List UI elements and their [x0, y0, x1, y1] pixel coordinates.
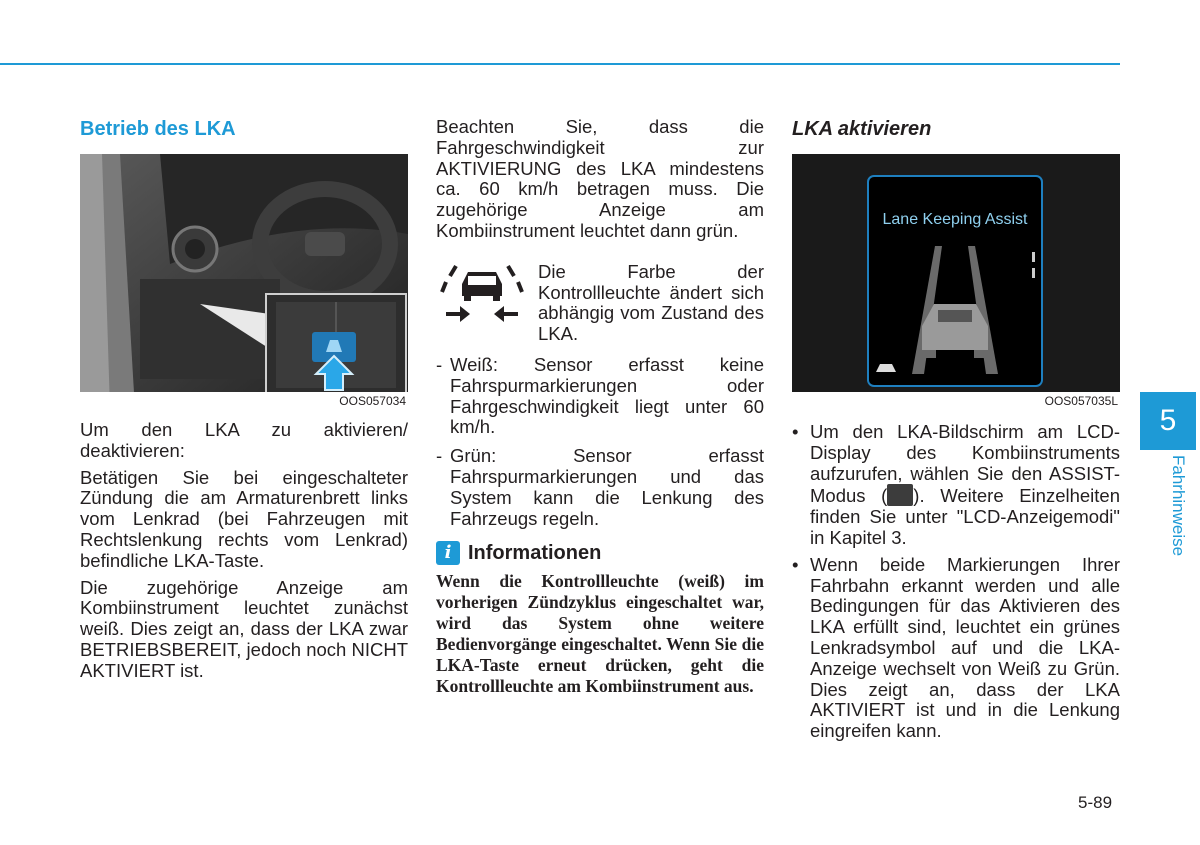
figure-caption: OOS057034	[80, 392, 408, 410]
chapter-label: Fahrhinweise	[1169, 455, 1188, 557]
header-rule	[0, 63, 1120, 65]
cluster-photo	[792, 154, 1120, 410]
column-middle	[436, 117, 764, 697]
paragraph: Betätigen Sie bei eingeschalteter Zündung die am Armaturenbrett links vom Lenkrad (bei Fahrzeugen mit Rechtslenkung rechts vom Lenkrad) befindliche LKA-Taste.	[80, 466, 408, 571]
indicator-explanation	[436, 262, 764, 345]
info-icon: i	[436, 541, 460, 565]
dashboard-illustration	[80, 154, 408, 410]
icon-description: Die Farbe der Kontrollleuchte ändert sich abhängig vom Zustand des LKA.	[538, 260, 764, 345]
status-list	[436, 355, 764, 529]
list-item: - Grün: Sensor erfasst Fahrspurmarkierungen und das System kann die Lenkung des Fahrzeugs regeln.	[436, 446, 764, 529]
section-heading: Betrieb des LKA	[80, 118, 236, 140]
dashboard-photo	[80, 154, 408, 410]
info-body: Wenn die Kontrollleuchte (weiß) im vorherigen Zündzyklus eingeschaltet war, wird das System ohne weitere Bedienvorgänge eingeschaltet. Wenn Sie die LKA-Taste erneut drücken, geht die Kontrollleuchte am Kombiinstrument aus.	[436, 571, 764, 697]
assist-mode-icon	[887, 484, 913, 506]
list-item	[792, 422, 1120, 549]
chapter-tab: 5	[1140, 392, 1196, 450]
column-right	[792, 116, 1120, 748]
cluster-illustration	[792, 154, 1120, 392]
instruction-list	[792, 422, 1120, 742]
bullet-text: ). Weitere Einzelheiten finden Sie unter "LCD-Anzeigemodi" in Kapitel 3.	[810, 485, 1121, 548]
lka-warning-icon	[436, 262, 528, 326]
column-left	[80, 116, 408, 682]
list-item: • Wenn beide Markierungen Ihrer Fahrbahn erkannt werden und alle Bedingungen für das Aktivieren des LKA erfüllt sind, leuchtet ein grünes Lenkradsymbol auf und die LKA-Anzeige wechselt von Weiß zu Grün. Dies zeigt an, dass der LKA AKTIVIERT ist und in die Lenkung eingreifen kann.	[792, 555, 1120, 742]
paragraph: Die zugehörige Anzeige am Kombiinstrument leuchtet zunächst weiß. Dies zeigt an, dass der LKA zwar BETRIEBSBEREIT, jedoch noch NICHT AKTIVIERT ist.	[80, 576, 408, 681]
page-number: 5-89	[1078, 793, 1113, 812]
subheading: LKA aktivieren	[792, 118, 932, 140]
list-item: - Weiß: Sensor erfasst keine Fahrspurmarkierungen oder Fahrgeschwindigkeit liegt unter 60 km/h.	[436, 355, 764, 438]
paragraph: Beachten Sie, dass die Fahrgeschwindigkeit zur AKTIVIERUNG des LKA mindestens ca. 60 km/h betragen muss. Die zugehörige Anzeige am Kombiinstrument leuchtet dann grün.	[436, 116, 764, 241]
bullet-text: Um den LKA-Bildschirm am LCD-Display des Kombiinstruments aufzurufen, wählen Sie den ASSIST-Modus (	[810, 421, 1120, 507]
info-header	[436, 541, 764, 565]
paragraph: Um den LKA zu aktivieren/ deaktivieren:	[80, 419, 408, 461]
screen-title: Lane Keeping Assist	[882, 211, 1028, 228]
info-title: Informationen	[468, 541, 602, 564]
figure-caption: OOS057035L	[792, 392, 1120, 410]
